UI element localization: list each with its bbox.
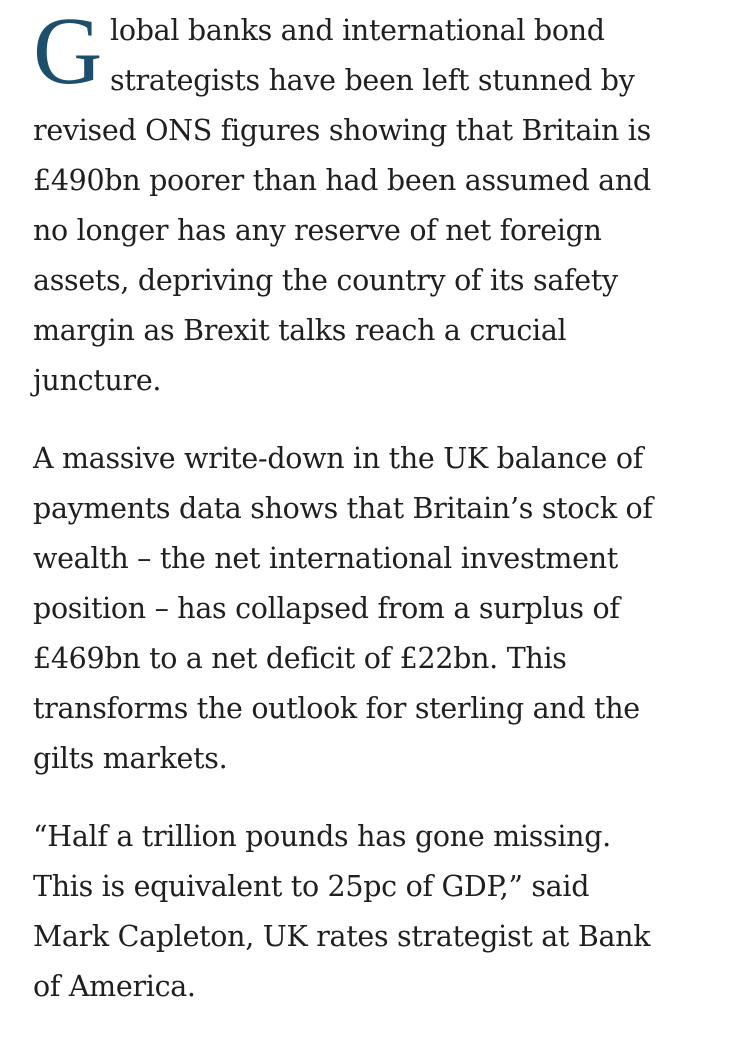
paragraph-2 <box>33 434 733 784</box>
paragraph-line: gilts markets. <box>33 742 228 775</box>
paragraph-line: Mark Capleton, UK rates strategist at Bank <box>33 920 651 953</box>
paragraph-line: £469bn to a net deficit of £22bn. This <box>33 642 567 675</box>
paragraph-3 <box>33 812 733 1012</box>
drop-cap: G <box>33 0 103 104</box>
paragraph-line: £490bn poorer than had been assumed and <box>33 164 651 197</box>
article-body <box>33 0 733 1040</box>
paragraph-line: This is equivalent to 25pc of GDP,” said <box>33 870 590 903</box>
paragraph-line: position – has collapsed from a surplus of <box>33 592 620 625</box>
paragraph-1 <box>33 0 733 406</box>
paragraph-line: transforms the outlook for sterling and the <box>33 692 640 725</box>
paragraph-line: juncture. <box>33 364 162 397</box>
paragraph-line: wealth – the net international investment <box>33 542 618 575</box>
paragraph-line: payments data shows that Britain’s stock of <box>33 492 653 525</box>
paragraph-line: margin as Brexit talks reach a crucial <box>33 314 567 347</box>
paragraph-line: revised ONS figures showing that Britain is <box>33 114 651 147</box>
paragraph-line: lobal banks and international bond <box>110 14 605 47</box>
paragraph-line: assets, depriving the country of its safety <box>33 264 618 297</box>
paragraph-line: “Half a trillion pounds has gone missing. <box>33 820 611 853</box>
paragraph-line: no longer has any reserve of net foreign <box>33 214 602 247</box>
paragraph-line: strategists have been left stunned by <box>110 64 635 97</box>
paragraph-line: A massive write-down in the UK balance of <box>33 442 643 475</box>
paragraph-line: of America. <box>33 970 196 1003</box>
